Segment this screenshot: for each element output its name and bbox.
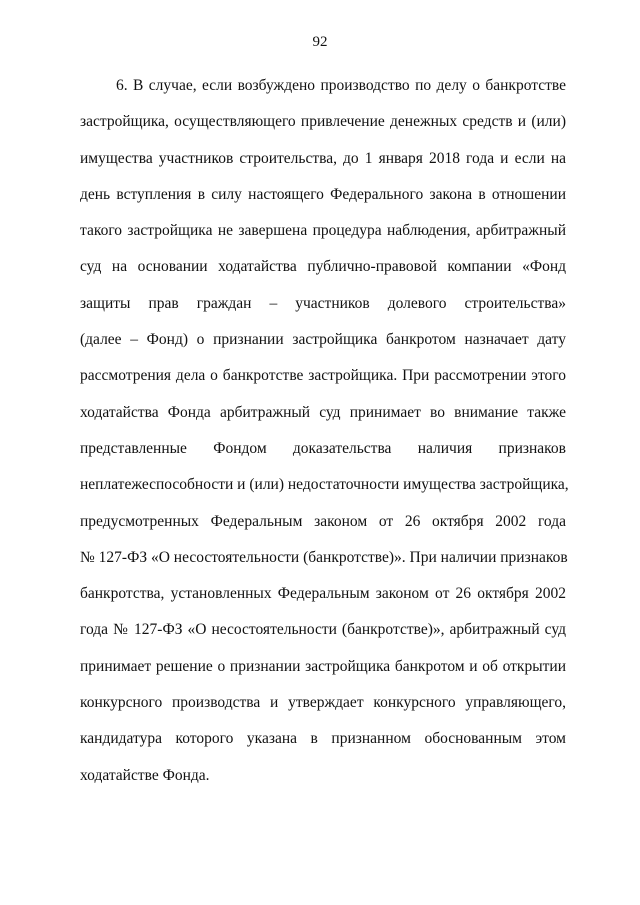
- text-line: кандидатура которого указана в признанном обоснованным этом: [80, 730, 566, 748]
- text-line: такого застройщика не завершена процедура наблюдения, арбитражный: [80, 222, 566, 240]
- text-line: представленные Фондом доказательства наличия признаков: [80, 439, 566, 457]
- text-line: неплатежеспособности и (или) недостаточности имущества застройщика,: [80, 476, 569, 494]
- text-line: № 127-ФЗ «О несостоятельности (банкротстве)». При наличии признаков: [80, 548, 568, 566]
- text-line: принимает решение о признании застройщика банкротом и об открытии: [80, 657, 566, 675]
- text-line: ходатайстве Фонда.: [80, 766, 210, 784]
- paragraph-6: [80, 68, 569, 794]
- text-line: предусмотренных Федеральным законом от 26 октября 2002 года: [80, 512, 566, 530]
- text-line: суд на основании ходатайства публично-правовой компании «Фонд: [80, 258, 566, 276]
- text-line: имущества участников строительства, до 1 января 2018 года и если на: [80, 149, 566, 167]
- text-line: ходатайства Фонда арбитражный суд принимает во внимание также: [80, 403, 566, 421]
- text-line: рассмотрения дела о банкротстве застройщика. При рассмотрении этого: [80, 367, 566, 385]
- text-line: 6. В случае, если возбуждено производство по делу о банкротстве: [116, 77, 566, 94]
- text-line: конкурсного производства и утверждает конкурсного управляющего,: [80, 694, 566, 712]
- text-line: защиты прав граждан – участников долевого строительства»: [80, 294, 566, 312]
- text-line: банкротства, установленных Федеральным законом от 26 октября 2002: [80, 585, 566, 603]
- text-line: день вступления в силу настоящего Федерального закона в отношении: [80, 185, 566, 203]
- text-line: года № 127-ФЗ «О несостоятельности (банкротстве)», арбитражный суд: [80, 621, 566, 639]
- text-line: (далее – Фонд) о признании застройщика банкротом назначает дату: [80, 331, 566, 349]
- text-line: застройщика, осуществляющего привлечение денежных средств и (или): [80, 113, 566, 131]
- page-number: 92: [312, 34, 328, 50]
